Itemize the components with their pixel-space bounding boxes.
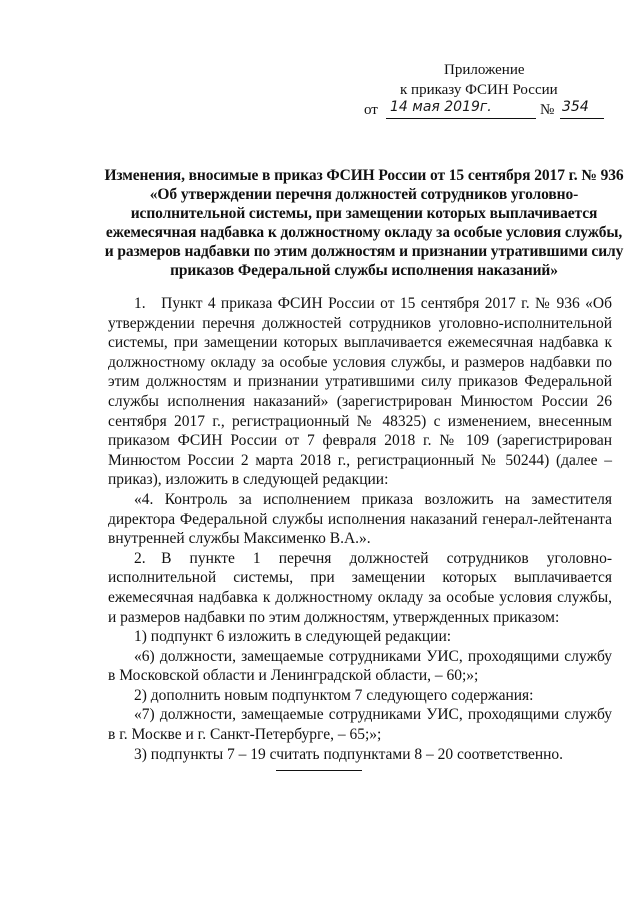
end-separator-line [276, 770, 362, 771]
date-prefix: от [364, 102, 378, 118]
attachment-header [364, 60, 604, 122]
paragraph-item-2: 2. В пункте 1 перечня должностей сотрудников уголовно-исполнительной системы, при замещении которых выплачивается ежемесячная надбавка к должностному окладу за особые условия службы, и размеров надбавки по этим должностям, утвержденных приказом: [108, 549, 612, 626]
date-field [386, 100, 536, 119]
document-title: Изменения, вносимые в приказ ФСИН России от 15 сентября 2017 г. № 936 «Об утверждении перечня должностей сотрудников уголовно-исполнительной системы, при замещении которых выплачивается ежемесячная надбавка к должностному окладу за особые условия службы, и размеров надбавки по этим должностям и признании утратившими силу приказов Федеральной службы исполнения наказаний» [104, 167, 624, 279]
subitem-2-quote: «7) должности, замещаемые сотрудниками УИС, проходящими службу в г. Москве и г. Санкт-Петербурге, – 65;»; [108, 706, 612, 744]
paragraph-quote-4: «4. Контроль за исполнением приказа возложить на заместителя директора Федеральной службы исполнения наказаний генерал-лейтенанта внутренней службы Максименко В.А.». [108, 490, 612, 548]
handwritten-number: 354 [562, 99, 589, 115]
number-field [560, 100, 604, 119]
attachment-date-number-line [364, 100, 604, 122]
document-body [108, 294, 612, 764]
paragraph-item-1: 1. Пункт 4 приказа ФСИН России от 15 сентября 2017 г. № 936 «Об утверждении перечня должностей сотрудников уголовно-исполнительной системы, при замещении которых выплачивается ежемесячная надбавка к должностному окладу за особые условия службы, и размеров надбавки по этим должностям и признании утратившими силу приказов Федеральной службы исполнения наказаний» (зарегистрирован Минюстом России 26 сентября 2017 г., регистрационный № 48325) с изменением, внесенным приказом ФСИН России от 7 февраля 2018 г. № 109 (зарегистрирован Минюстом России 2 марта 2018 г., регистрационный № 50244) (далее – приказ), изложить в следующей редакции: [108, 295, 612, 489]
handwritten-date: 14 мая 2019г. [390, 99, 492, 115]
subitem-3: 3) подпункты 7 – 19 считать подпунктами 8 – 20 соответственно. [134, 745, 564, 763]
subitem-1: 1) подпункт 6 изложить в следующей редакции: [134, 628, 452, 646]
subitem-1-quote: «6) должности, замещаемые сотрудниками УИС, проходящими службу в Московской области и Ленинградской области, – 60;»; [108, 647, 612, 685]
attachment-order-ref: к приказу ФСИН России [400, 82, 558, 98]
attachment-label: Приложение [444, 62, 525, 78]
number-prefix: № [540, 102, 555, 118]
subitem-2: 2) дополнить новым подпунктом 7 следующего содержания: [134, 686, 534, 704]
